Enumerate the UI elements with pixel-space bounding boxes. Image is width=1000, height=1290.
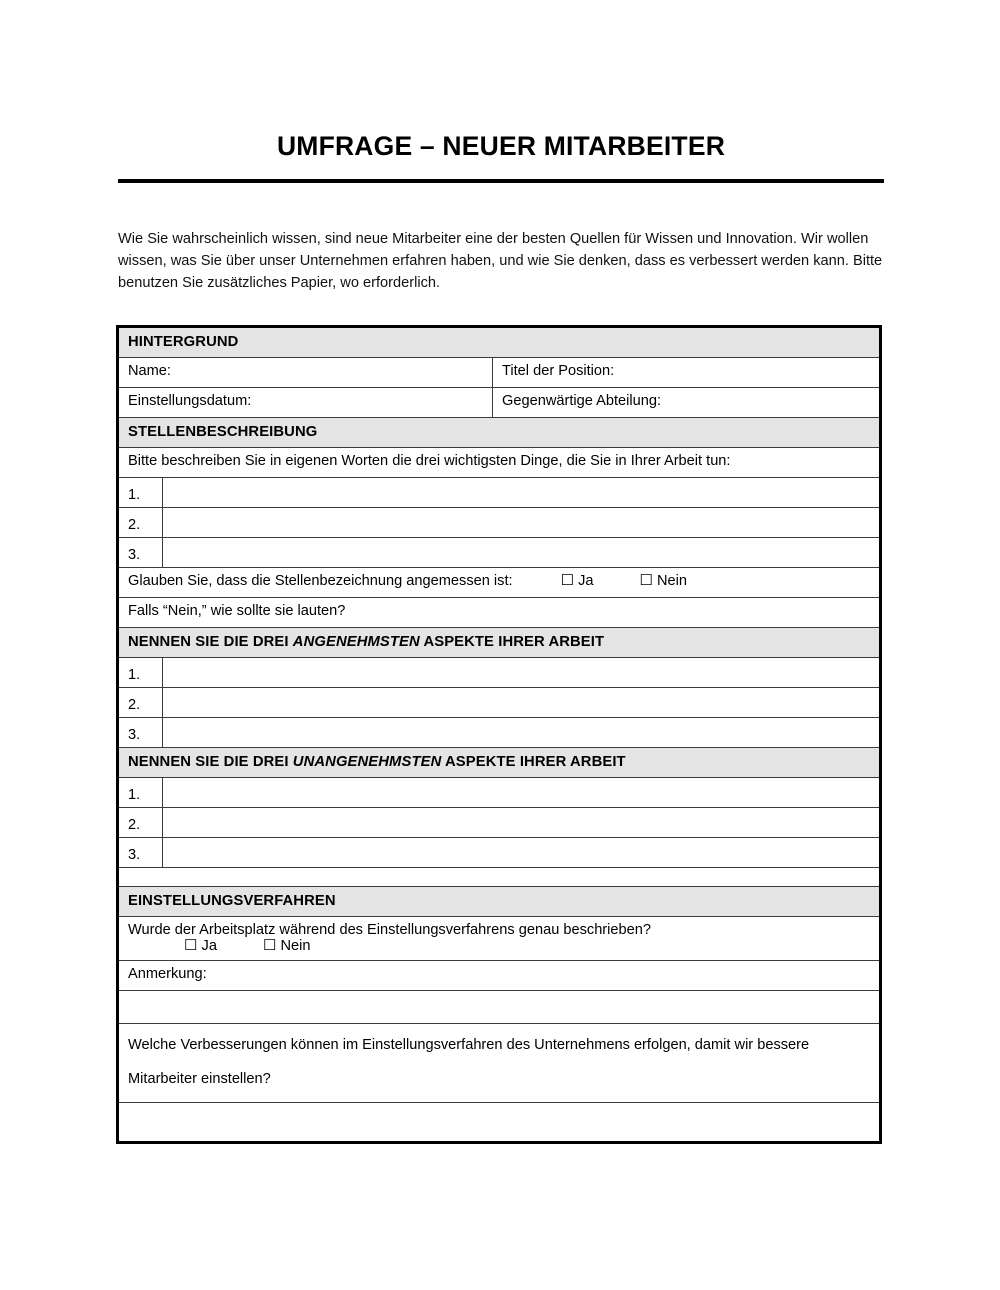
best-aspect-answer-1[interactable] bbox=[163, 658, 879, 687]
table-row bbox=[119, 808, 879, 838]
checkbox-label-no: Nein bbox=[280, 938, 311, 954]
section-header-suffix: ASPEKTE IHRER ARBEIT bbox=[441, 754, 626, 770]
table-row bbox=[119, 568, 879, 598]
checkbox-icon[interactable]: ☐ bbox=[560, 572, 575, 589]
list-number: 3. bbox=[119, 718, 163, 747]
table-row bbox=[119, 358, 879, 388]
job-description-answer-3[interactable] bbox=[163, 538, 879, 567]
improvement-answer-field[interactable] bbox=[119, 1103, 879, 1141]
checkbox-option-yes[interactable] bbox=[561, 573, 594, 589]
list-number: 1. bbox=[119, 658, 163, 687]
best-aspect-answer-3[interactable] bbox=[163, 718, 879, 747]
table-row bbox=[119, 538, 879, 568]
job-description-answer-1[interactable] bbox=[163, 478, 879, 507]
checkbox-icon[interactable]: ☐ bbox=[639, 572, 653, 589]
list-number: 1. bbox=[119, 778, 163, 807]
remark-answer-field[interactable] bbox=[119, 991, 879, 1023]
section-header-emphasis: UNANGENEHMSTEN bbox=[292, 754, 442, 770]
job-description-answer-2[interactable] bbox=[163, 508, 879, 537]
section-header-worst-aspects bbox=[119, 748, 879, 778]
job-title-appropriate-question-row bbox=[119, 568, 879, 597]
table-row bbox=[119, 838, 879, 868]
intro-paragraph: Wie Sie wahrscheinlich wissen, sind neue Mitarbeiter eine der besten Quellen für Wissen und Innovation. Wir wollen wissen, was Sie über unser Unternehmen erfahren haben, und wie Sie denken, dass es verbessert werden kann. Bitte benutzen Sie zusätzliches Papier, wo erforderlich. bbox=[118, 231, 883, 291]
table-row bbox=[119, 448, 879, 478]
job-description-prompt: Bitte beschreiben Sie in eigenen Worten die drei wichtigsten Dinge, die Sie in Ihrer Arbeit tun: bbox=[128, 453, 731, 469]
field-name-label[interactable]: Name: bbox=[119, 358, 493, 387]
section-header-job-description: STELLENBESCHREIBUNG bbox=[119, 418, 879, 448]
title-divider bbox=[118, 179, 884, 183]
section-header-hiring-process: EINSTELLUNGSVERFAHREN bbox=[119, 887, 879, 917]
table-row bbox=[119, 508, 879, 538]
section-header-best-aspects bbox=[119, 628, 879, 658]
job-title-followup-question[interactable]: Falls “Nein,” wie sollte sie lauten? bbox=[128, 603, 346, 619]
checkbox-icon[interactable]: ☐ bbox=[184, 937, 198, 954]
checkbox-option-no[interactable] bbox=[263, 938, 311, 954]
checkbox-label-yes: Ja bbox=[578, 573, 594, 589]
table-row bbox=[119, 718, 879, 748]
best-aspect-answer-2[interactable] bbox=[163, 688, 879, 717]
table-row bbox=[119, 598, 879, 628]
section-header-suffix: ASPEKTE IHRER ARBEIT bbox=[419, 634, 605, 650]
list-number: 2. bbox=[119, 508, 163, 537]
checkbox-option-no[interactable] bbox=[640, 573, 688, 589]
worst-aspect-answer-3[interactable] bbox=[163, 838, 879, 867]
list-number: 2. bbox=[119, 808, 163, 837]
section-header-emphasis: ANGENEHMSTEN bbox=[292, 634, 420, 650]
job-title-appropriate-question: Glauben Sie, dass die Stellenbezeichnung angemessen ist: bbox=[128, 573, 513, 589]
list-number: 2. bbox=[119, 688, 163, 717]
section-header-prefix: NENNEN SIE DIE DREI bbox=[128, 634, 293, 650]
field-current-department-label[interactable]: Gegenwärtige Abteilung: bbox=[502, 393, 662, 409]
hiring-description-question: Wurde der Arbeitsplatz während des Einstellungsverfahrens genau beschrieben? bbox=[128, 922, 651, 938]
list-number: 1. bbox=[119, 478, 163, 507]
checkbox-label-no: Nein bbox=[657, 573, 688, 589]
checkbox-option-yes[interactable] bbox=[184, 938, 217, 954]
survey-form-table bbox=[116, 325, 882, 1144]
table-row bbox=[119, 961, 879, 991]
table-row bbox=[119, 1024, 879, 1103]
page-title: UMFRAGE – NEUER MITARBEITER bbox=[276, 131, 726, 161]
table-row bbox=[119, 917, 879, 961]
table-row bbox=[119, 478, 879, 508]
list-number: 3. bbox=[119, 538, 163, 567]
table-row bbox=[119, 1103, 879, 1141]
table-row bbox=[119, 688, 879, 718]
table-row bbox=[119, 991, 879, 1024]
hiring-description-question-row bbox=[119, 917, 879, 960]
section-header-background: HINTERGRUND bbox=[119, 328, 879, 358]
checkbox-icon[interactable]: ☐ bbox=[262, 937, 277, 954]
worst-aspect-answer-1[interactable] bbox=[163, 778, 879, 807]
field-position-title-label[interactable]: Titel der Position: bbox=[502, 363, 615, 379]
table-row bbox=[119, 658, 879, 688]
remark-label[interactable]: Anmerkung: bbox=[128, 966, 207, 982]
worst-aspect-answer-2[interactable] bbox=[163, 808, 879, 837]
spacer-row bbox=[119, 868, 879, 887]
hiring-description-options bbox=[128, 938, 870, 954]
field-hire-date-label[interactable]: Einstellungsdatum: bbox=[119, 388, 493, 417]
table-row bbox=[119, 388, 879, 418]
section-header-prefix: NENNEN SIE DIE DREI bbox=[128, 754, 293, 770]
list-number: 3. bbox=[119, 838, 163, 867]
checkbox-label-yes: Ja bbox=[201, 938, 217, 954]
table-row bbox=[119, 778, 879, 808]
improvement-question: Welche Verbesserungen können im Einstellungsverfahren des Unternehmens erfolgen, damit wir bessere Mitarbeiter einstellen? bbox=[128, 1037, 810, 1087]
